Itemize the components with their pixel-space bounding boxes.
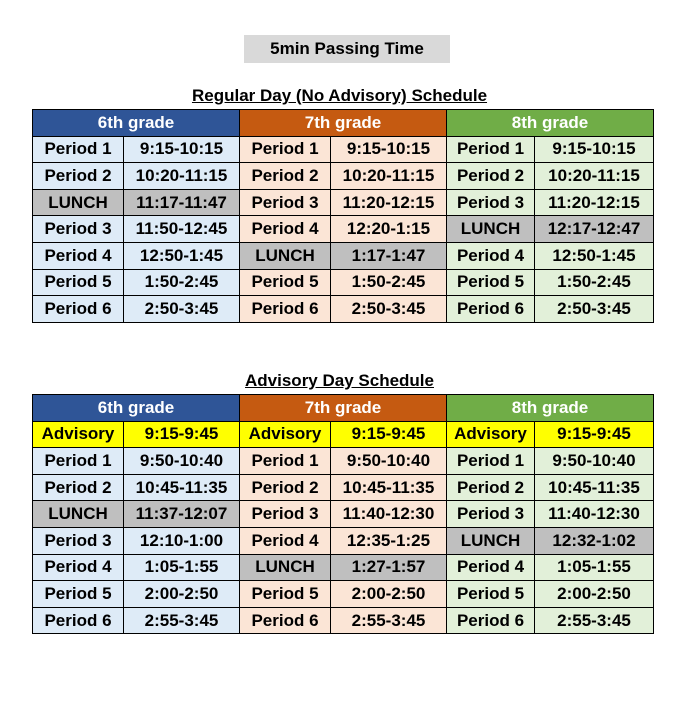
- time-range: 1:05-1:55: [124, 554, 240, 581]
- schedule-row: [33, 163, 654, 190]
- period-label: Period 6: [240, 607, 331, 634]
- time-range: 2:50-3:45: [124, 296, 240, 323]
- time-range: 10:45-11:35: [331, 474, 447, 501]
- period-label: Period 6: [447, 607, 535, 634]
- period-label: Period 6: [33, 607, 124, 634]
- period-label: Period 4: [33, 554, 124, 581]
- time-range: 12:20-1:15: [331, 216, 447, 243]
- period-label: Period 4: [33, 242, 124, 269]
- period-label: Period 3: [240, 501, 331, 528]
- time-range: 2:50-3:45: [331, 296, 447, 323]
- time-range: 11:40-12:30: [331, 501, 447, 528]
- time-range: 9:50-10:40: [124, 448, 240, 475]
- time-range: 12:35-1:25: [331, 527, 447, 554]
- schedule-row: [33, 269, 654, 296]
- period-label: Period 5: [447, 581, 535, 608]
- schedule-row: [33, 136, 654, 163]
- time-range: 2:00-2:50: [124, 581, 240, 608]
- period-label: Period 5: [33, 581, 124, 608]
- time-range: 1:50-2:45: [124, 269, 240, 296]
- period-label: Period 6: [240, 296, 331, 323]
- schedule-row: [33, 501, 654, 528]
- schedule-row: [33, 554, 654, 581]
- schedule-row: [33, 607, 654, 634]
- period-label: Period 4: [447, 554, 535, 581]
- period-label: Period 1: [447, 136, 535, 163]
- period-label: Advisory: [240, 421, 331, 448]
- grade-7-header: 7th grade: [240, 395, 447, 422]
- time-range: 12:50-1:45: [535, 242, 654, 269]
- period-label: Period 1: [33, 136, 124, 163]
- period-label: Period 4: [240, 216, 331, 243]
- period-label: Period 3: [33, 216, 124, 243]
- period-label: Period 4: [240, 527, 331, 554]
- period-label: LUNCH: [447, 527, 535, 554]
- time-range: 1:05-1:55: [535, 554, 654, 581]
- time-range: 9:15-9:45: [535, 421, 654, 448]
- grade-6-header: 6th grade: [33, 110, 240, 137]
- period-label: Period 5: [240, 581, 331, 608]
- period-label: Period 2: [240, 474, 331, 501]
- period-label: Period 2: [447, 163, 535, 190]
- schedule-row: [33, 216, 654, 243]
- time-range: 11:37-12:07: [124, 501, 240, 528]
- schedule-row: [33, 527, 654, 554]
- schedule-row: [33, 448, 654, 475]
- period-label: Period 1: [240, 448, 331, 475]
- period-label: Period 2: [447, 474, 535, 501]
- period-label: Period 3: [447, 501, 535, 528]
- period-label: Period 1: [447, 448, 535, 475]
- schedule-row: [33, 421, 654, 448]
- period-label: LUNCH: [33, 501, 124, 528]
- time-range: 2:55-3:45: [331, 607, 447, 634]
- schedule-row: [33, 296, 654, 323]
- time-range: 2:55-3:45: [124, 607, 240, 634]
- time-range: 2:50-3:45: [535, 296, 654, 323]
- period-label: Period 2: [33, 163, 124, 190]
- period-label: Period 6: [447, 296, 535, 323]
- schedule-row: [33, 189, 654, 216]
- time-range: 12:32-1:02: [535, 527, 654, 554]
- period-label: Period 6: [33, 296, 124, 323]
- advisory-schedule-title: Advisory Day Schedule: [245, 371, 434, 390]
- schedule-row: [33, 474, 654, 501]
- time-range: 9:50-10:40: [331, 448, 447, 475]
- period-label: Period 1: [240, 136, 331, 163]
- time-range: 9:15-10:15: [535, 136, 654, 163]
- passing-time-banner: 5min Passing Time: [244, 35, 450, 63]
- time-range: 2:00-2:50: [535, 581, 654, 608]
- time-range: 10:20-11:15: [535, 163, 654, 190]
- time-range: 1:27-1:57: [331, 554, 447, 581]
- time-range: 2:55-3:45: [535, 607, 654, 634]
- period-label: Period 5: [33, 269, 124, 296]
- time-range: 12:17-12:47: [535, 216, 654, 243]
- time-range: 9:15-9:45: [331, 421, 447, 448]
- time-range: 9:15-10:15: [331, 136, 447, 163]
- period-label: Period 1: [33, 448, 124, 475]
- time-range: 10:45-11:35: [124, 474, 240, 501]
- time-range: 11:17-11:47: [124, 189, 240, 216]
- regular-schedule-table: [32, 109, 654, 323]
- time-range: 1:17-1:47: [331, 242, 447, 269]
- time-range: 9:15-9:45: [124, 421, 240, 448]
- time-range: 9:50-10:40: [535, 448, 654, 475]
- time-range: 10:20-11:15: [331, 163, 447, 190]
- time-range: 2:00-2:50: [331, 581, 447, 608]
- period-label: Period 3: [240, 189, 331, 216]
- time-range: 11:20-12:15: [331, 189, 447, 216]
- time-range: 1:50-2:45: [535, 269, 654, 296]
- period-label: Period 2: [240, 163, 331, 190]
- time-range: 12:10-1:00: [124, 527, 240, 554]
- period-label: Period 4: [447, 242, 535, 269]
- grade-7-header: 7th grade: [240, 110, 447, 137]
- period-label: LUNCH: [240, 242, 331, 269]
- time-range: 11:20-12:15: [535, 189, 654, 216]
- time-range: 1:50-2:45: [331, 269, 447, 296]
- advisory-schedule-table: [32, 394, 654, 634]
- period-label: Advisory: [447, 421, 535, 448]
- period-label: LUNCH: [447, 216, 535, 243]
- schedule-row: [33, 242, 654, 269]
- grade-8-header: 8th grade: [447, 395, 654, 422]
- schedule-row: [33, 581, 654, 608]
- time-range: 11:50-12:45: [124, 216, 240, 243]
- time-range: 10:20-11:15: [124, 163, 240, 190]
- grade-8-header: 8th grade: [447, 110, 654, 137]
- period-label: LUNCH: [240, 554, 331, 581]
- time-range: 10:45-11:35: [535, 474, 654, 501]
- period-label: Period 3: [447, 189, 535, 216]
- time-range: 12:50-1:45: [124, 242, 240, 269]
- period-label: Advisory: [33, 421, 124, 448]
- time-range: 9:15-10:15: [124, 136, 240, 163]
- period-label: Period 2: [33, 474, 124, 501]
- period-label: Period 5: [240, 269, 331, 296]
- period-label: Period 3: [33, 527, 124, 554]
- regular-schedule-title: Regular Day (No Advisory) Schedule: [191, 86, 488, 105]
- period-label: Period 5: [447, 269, 535, 296]
- grade-6-header: 6th grade: [33, 395, 240, 422]
- period-label: LUNCH: [33, 189, 124, 216]
- time-range: 11:40-12:30: [535, 501, 654, 528]
